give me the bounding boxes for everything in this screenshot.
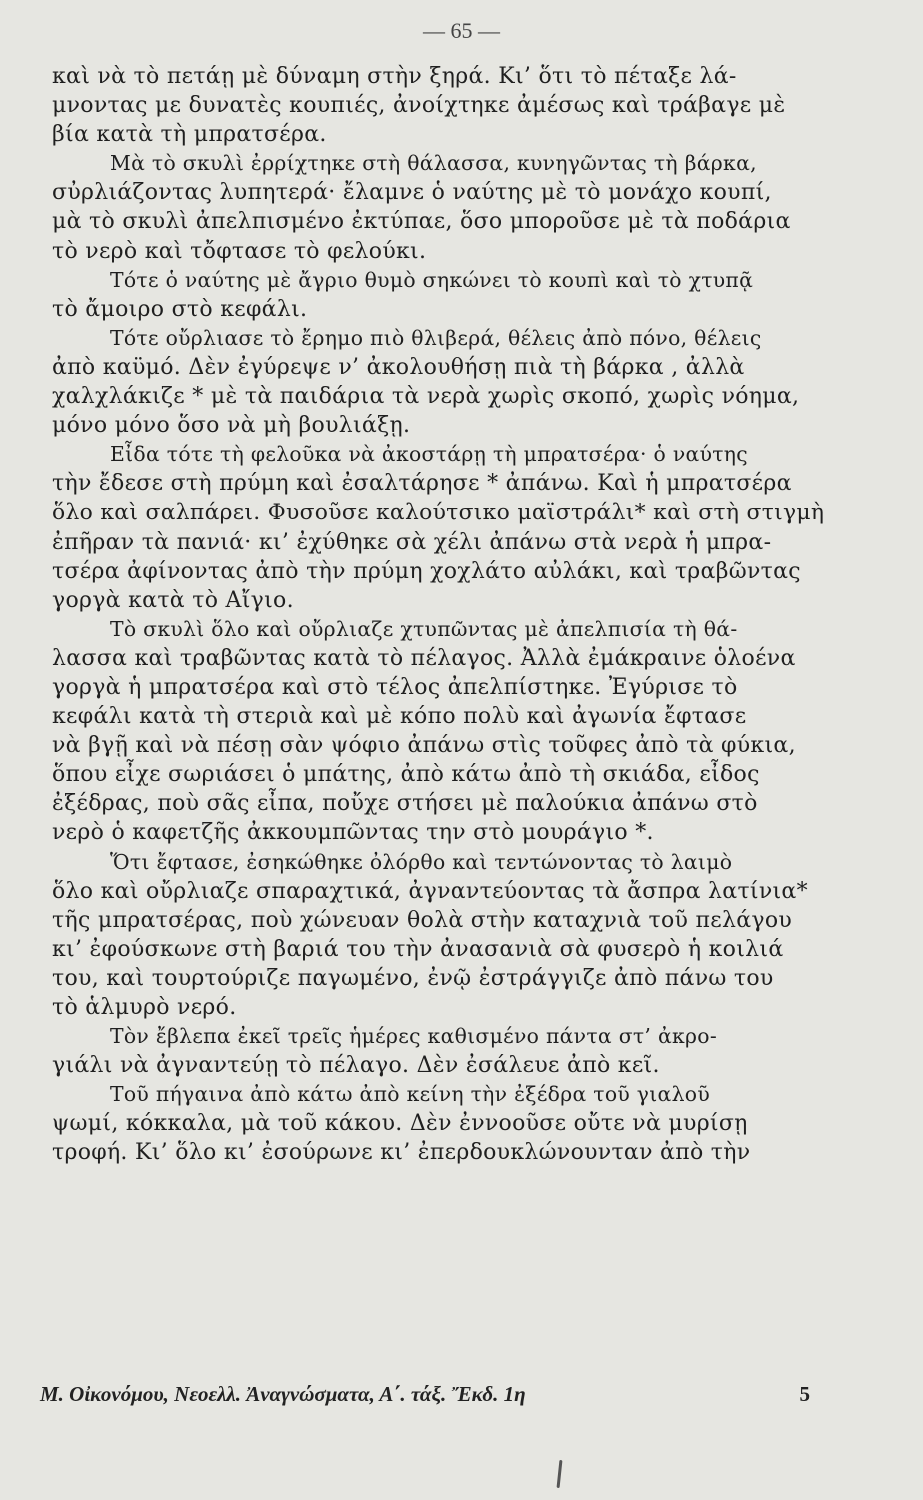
text-line: γοργὰ ἡ μπρατσέρα καὶ στὸ τέλος ἀπελπίστηκε. Ἐγύρισε τὸ — [52, 674, 738, 700]
text-line: χαλχλάκιζε * μὲ τὰ παιδάρια τὰ νερὰ χωρὶς σκοπό, χωρὶς νόημα, — [52, 384, 800, 410]
text-line: ἀπὸ καϋμό. Δὲν ἐγύρεψε ν’ ἀκολουθήσῃ πιὰ τὴ βάρκα , ἀλλὰ — [52, 354, 745, 380]
text-line: τῆς μπρατσέρας, ποὺ χώνευαν θολὰ στὴν καταχνιὰ τοῦ πελάγου — [52, 907, 793, 933]
text-line: μνοντας με δυνατὲς κουπιές, ἀνοίχτηκε ἀμέσως καὶ τράβαγε μὲ — [52, 93, 786, 119]
page-footer — [40, 1382, 810, 1407]
text-line: μὰ τὸ σκυλὶ ἀπελπισμένο ἐκτύπαε, ὅσο μποροῦσε μὲ τὰ ποδάρια — [52, 209, 791, 235]
text-line: Εἶδα τότε τὴ φελοῦκα νὰ ἀκοστάρῃ τὴ μπρατσέρα· ὁ ναύτης — [110, 442, 748, 467]
text-line: κεφάλι κατὰ τὴ στεριὰ καὶ μὲ κόπο πολὺ καὶ ἀγωνία ἔφτασε — [52, 704, 747, 730]
ink-mark — [557, 1460, 563, 1488]
text-line: ὅπου εἶχε σωριάσει ὁ μπάτης, ἀπὸ κάτω ἀπὸ τὴ σκιάδα, εἶδος — [52, 762, 760, 788]
text-line: Τότε ὁ ναύτης μὲ ἄγριο θυμὸ σηκώνει τὸ κουπὶ καὶ τὸ χτυπᾷ — [110, 267, 754, 292]
text-line: Ὅτι ἔφτασε, ἐσηκώθηκε ὀλόρθο καὶ τεντώνοντας τὸ λαιμὸ — [110, 849, 733, 874]
text-line: Τὸ σκυλὶ ὅλο καὶ οὔρλιαζε χτυπῶντας μὲ ἀπελπισία τὴ θά- — [110, 616, 738, 641]
text-line: τὸ νερὸ καὶ τὄφτασε τὸ φελούκι. — [52, 238, 427, 264]
text-line: ψωμί, κόκκαλα, μὰ τοῦ κάκου. Δὲν ἐννοοῦσε οὔτε νὰ μυρίσῃ — [52, 1111, 748, 1137]
text-line: τσέρα ἀφίνοντας ἀπὸ τὴν πρύμη χοχλάτο αὐλάκι, καὶ τραβῶντας — [52, 558, 801, 584]
text-line: ἐξέδρας, ποὺ σᾶς εἶπα, ποὔχε στήσει μὲ παλούκια ἀπάνω στὸ — [52, 791, 758, 817]
text-line: τὸ ἄμοιρο στὸ κεφάλι. — [52, 296, 308, 322]
text-line: ὅλο καὶ οὔρλιαζε σπαραχτικά, ἀγναντεύοντας τὰ ἄσπρα λατίνια* — [52, 878, 808, 904]
text-line: Τὸν ἔβλεπα ἐκεῖ τρεῖς ἡμέρες καθισμένο πάντα στ’ ἀκρο- — [110, 1024, 718, 1049]
text-line: νὰ βγῇ καὶ νὰ πέσῃ σὰν ψόφιο ἀπάνω στὶς τοῦφες ἀπὸ τὰ φύκια, — [52, 733, 796, 759]
text-line: Τότε οὔρλιασε τὸ ἔρημο πιὸ θλιβερά, θέλεις ἀπὸ πόνο, θέλεις — [110, 325, 762, 350]
text-line: βία κατὰ τὴ μπρατσέρα. — [52, 122, 327, 148]
text-line: τὴν ἔδεσε στὴ πρύμη καὶ ἐσαλτάρησε * ἀπάνω. Καὶ ἡ μπρατσέρα — [52, 471, 792, 497]
text-line: του, καὶ τουρτούριζε παγωμένο, ἐνῷ ἐστράγγιζε ἀπὸ πάνω του — [52, 965, 774, 991]
text-line: μόνο μόνο ὅσο νὰ μὴ βουλιάξῃ. — [52, 413, 411, 439]
text-line: νερὸ ὁ καφετζῆς ἀκκουμπῶντας την στὸ μουράγιο *. — [52, 820, 654, 846]
page-number: — 65 — — [423, 18, 500, 43]
text-line: λασσα καὶ τραβῶντας κατὰ τὸ πέλαγος. Ἀλλὰ ἐμάκραινε ὁλοένα — [52, 645, 796, 671]
text-line: Τοῦ πήγαινα ἀπὸ κάτω ἀπὸ κείνη τὴν ἐξέδρα τοῦ γιαλοῦ — [110, 1082, 710, 1107]
text-line: γοργὰ κατὰ τὸ Αἴγιο. — [52, 587, 294, 613]
text-line: κι’ ἐφούσκωνε στὴ βαριά του τὴν ἀνασανιὰ σὰ φυσερὸ ἡ κοιλιά — [52, 936, 784, 962]
body-text — [52, 62, 824, 1168]
text-line: Μὰ τὸ σκυλὶ ἐρρίχτηκε στὴ θάλασσα, κυνηγῶντας τὴ βάρκα, — [110, 151, 757, 176]
text-line: σὐρλιάζοντας λυπητερά· ἔλαμνε ὁ ναύτης μὲ τὸ μονάχο κουπί, — [52, 180, 772, 206]
text-line: ἐπῆραν τὰ πανιά· κι’ ἐχύθηκε σὰ χέλι ἀπάνω στὰ νερὰ ἡ μπρα- — [52, 529, 772, 555]
text-line: τὸ ἁλμυρὸ νερό. — [52, 995, 237, 1020]
text-line: γιάλι νὰ ἀγναντεύῃ τὸ πέλαγο. Δὲν ἐσάλευε ἀπὸ κεῖ. — [52, 1053, 660, 1079]
text-line: ὅλο καὶ σαλπάρει. Φυσοῦσε καλούτσικο μαϊστράλι* καὶ στὴ στιγμὴ — [52, 500, 825, 526]
text-line: τροφή. Κι’ ὅλο κι’ ἐσούρωνε κι’ ἐπερδουκλώνουνταν ἀπὸ τὴν — [52, 1140, 751, 1166]
footer-citation: Μ. Οἰκονόμου, Νεοελλ. Ἀναγνώσματα, Α΄. τάξ. Ἔκδ. 1η — [40, 1382, 526, 1406]
text-line: καὶ νὰ τὸ πετάῃ μὲ δύναμη στὴν ξηρά. Κι’ ὅτι τὸ πέταξε λά- — [52, 64, 737, 89]
signature-mark: 5 — [799, 1382, 810, 1406]
